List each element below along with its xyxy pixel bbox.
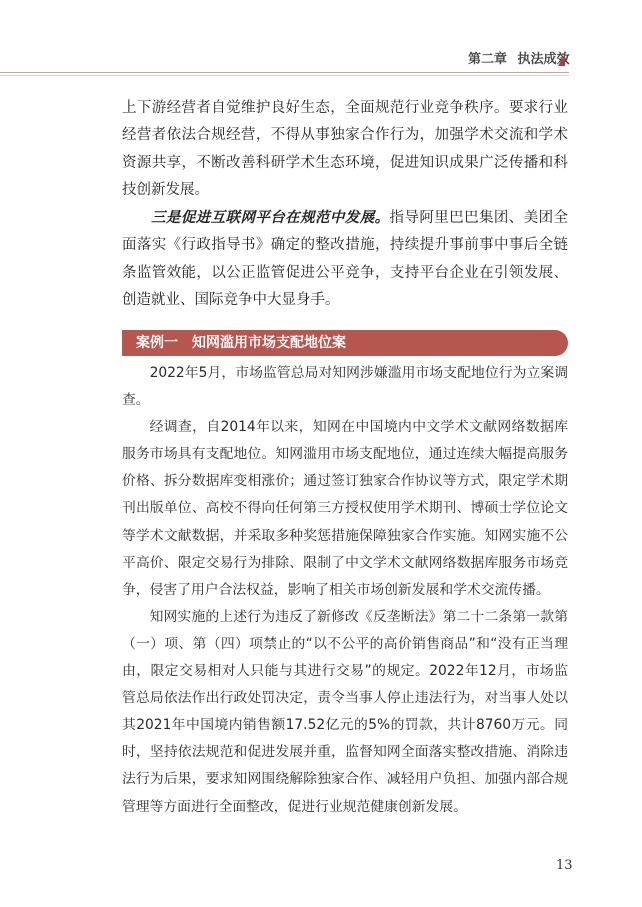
case-paragraph: 经调查，自2014年以来，知网在中国境内中文学术文献网络数据库服务市场具有支配地位。知网滥用市场支配地位，通过连续大幅提高服务价格、拆分数据库变相涨价；通过签订独家合作协议等方式，限定学术期刊出版单位、高校不得向任何第三方授权使用学术期刊、博硕士学位论文等学术文献数据，并采取多种奖惩措施保障独家合作实施。知网实施不公平高价、限定交易行为排除、限制了中文学术文献网络数据库服务市场竞争，侵害了用户合法权益，影响了相关市场创新发展和学术交流传播。 [122,419,568,598]
case-body [122,360,568,821]
paragraph-lead: 三是促进互联网平台在规范中发展。 [151,209,390,227]
chapter-number: 第二章 [468,52,508,67]
case-title-banner [122,330,568,356]
body-text [122,95,568,314]
header-marker-icon [558,54,565,66]
header-divider [0,72,569,73]
body-paragraph: 上下游经营者自觉维护良好生态，全面规范行业竞争秩序。要求行业经营者依法合规经营，不得从事独家合作行为，加强学术交流和学术资源共享，不断改善科研学术生态环境，促进知识成果广泛传播和科技创新发展。 [122,100,568,198]
header-divider-secondary [0,75,569,76]
case-title: 案例一 知网滥用市场支配地位案 [136,335,346,351]
chapter-title: 执法成效 [517,52,570,67]
body-paragraph [122,204,568,314]
case-paragraph: 2022年5月，市场监管总局对知网涉嫌滥用市场支配地位行为立案调查。 [122,365,568,409]
page-number: 13 [556,858,573,873]
case-paragraph: 知网实施的上述行为违反了新修改《反垄断法》第二十二条第一款第（一）项、第（四）项禁止的“以不公平的高价销售商品”和“没有正当理由，限定交易相对人只能与其进行交易”的规定。2022年12月，市场监管总局依法作出行政处罚决定，责令当事人停止违法行为，对当事人处以其2021年中国境内销售额17.52亿元的5%的罚款，共计8760万元。同时，坚持依法规范和促进发展并重，监督知网全面落实整改措施、消除违法行为后果，要求知网围绕解除独家合作、减轻用户负担、加强内部合规管理等方面进行全面整改，促进行业规范健康创新发展。 [122,608,568,815]
chapter-header [468,50,570,70]
paragraph-text: 指导阿里巴巴集团、美团全面落实《行政指导书》确定的整改措施，持续提升事前事中事后全链条监管效能，以公正监管促进公平竞争，支持平台企业在引领发展、创造就业、国际竞争中大显身手。 [122,210,569,309]
